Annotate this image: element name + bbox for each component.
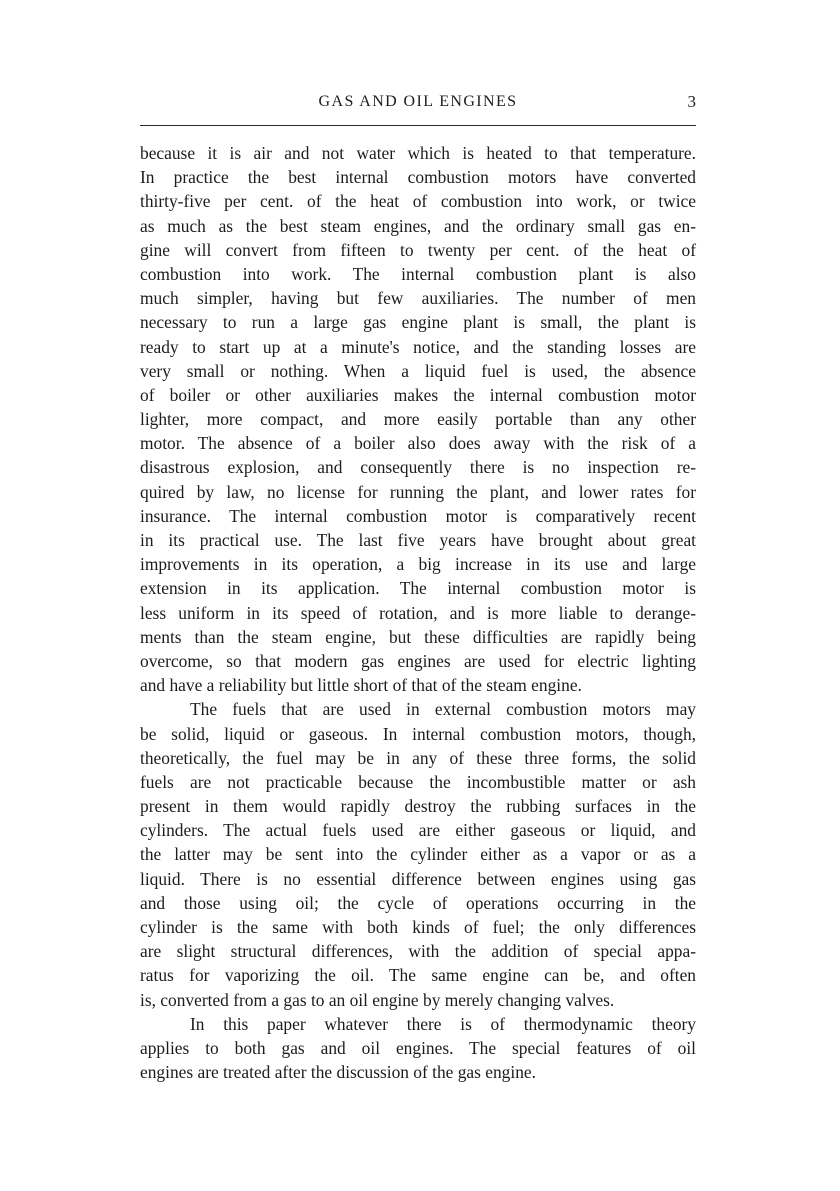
page-header [140,91,696,115]
text-line: combustion into work. The internal combustion plant is also [140,263,696,284]
text-line: fuels are not practicable because the incombustible matter or ash [140,771,696,792]
paragraph-first-line: In this paper whatever there is of thermodynamic theory [190,1013,696,1034]
text-line: because it is air and not water which is heated to that temperature. [140,143,696,163]
text-line: thirty-five per cent. of the heat of combustion into work, or twice [140,191,696,212]
body-text [140,141,696,1084]
text-line: overcome, so that modern gas engines are used for electric lighting [140,650,696,671]
text-line: as much as the best steam engines, and the ordinary small gas en- [140,215,696,236]
text-line: necessary to run a large gas engine plant is small, the plant is [140,312,696,333]
paragraph-first-line: The fuels that are used in external combustion motors may [190,699,696,720]
text-line: ready to start up at a minute's notice, and the standing losses are [140,336,696,357]
text-line: are slight structural differences, with the addition of special appa- [140,941,696,962]
text-line: theoretically, the fuel may be in any of these three forms, the solid [140,747,696,768]
text-line: cylinder is the same with both kinds of fuel; the only differences [140,917,696,937]
text-line: less uniform in its speed of rotation, and is more liable to derange- [140,602,696,623]
text-line: the latter may be sent into the cylinder either as a vapor or as a [140,844,696,865]
text-line: very small or nothing. When a liquid fuel is used, the absence [140,360,696,381]
text-line: engines are treated after the discussion of the gas engine. [140,1062,536,1083]
text-line: extension in its application. The internal combustion motor is [140,578,696,599]
text-line: is, converted from a gas to an oil engine by merely changing valves. [140,989,615,1010]
text-line: ments than the steam engine, but these difficulties are rapidly being [140,626,696,647]
text-line: applies to both gas and oil engines. The special features of oil [140,1037,696,1058]
running-title: GAS AND OIL ENGINES [318,93,518,110]
text-line: lighter, more compact, and more easily portable than any other [140,409,696,430]
text-line: liquid. There is no essential difference between engines using gas [140,868,696,889]
text-line: disastrous explosion, and consequently there is no inspection re- [140,457,696,478]
text-line: quired by law, no license for running the plant, and lower rates for [140,481,696,502]
text-line: motor. The absence of a boiler also does away with the risk of a [140,433,696,454]
text-line: be solid, liquid or gaseous. In internal combustion motors, though, [140,723,696,744]
text-line: improvements in its operation, a big increase in its use and large [140,554,696,575]
text-line: and have a reliability but little short of that of the steam engine. [140,675,582,696]
text-line: of boiler or other auxiliaries makes the internal combustion motor [140,384,696,405]
text-line: and those using oil; the cycle of operations occurring in the [140,892,696,913]
page-number: 3 [687,92,696,111]
text-line: gine will convert from fifteen to twenty per cent. of the heat of [140,239,696,260]
text-line: present in them would rapidly destroy the rubbing surfaces in the [140,796,696,817]
text-line: in its practical use. The last five years have brought about great [140,530,696,550]
text-line: insurance. The internal combustion motor is comparatively recent [140,505,696,526]
text-line: much simpler, having but few auxiliaries. The number of men [140,288,696,309]
text-line: cylinders. The actual fuels used are either gaseous or liquid, and [140,820,696,841]
text-line: In practice the best internal combustion motors have converted [140,167,696,188]
header-rule [140,125,696,126]
text-line: ratus for vaporizing the oil. The same engine can be, and often [140,965,696,986]
